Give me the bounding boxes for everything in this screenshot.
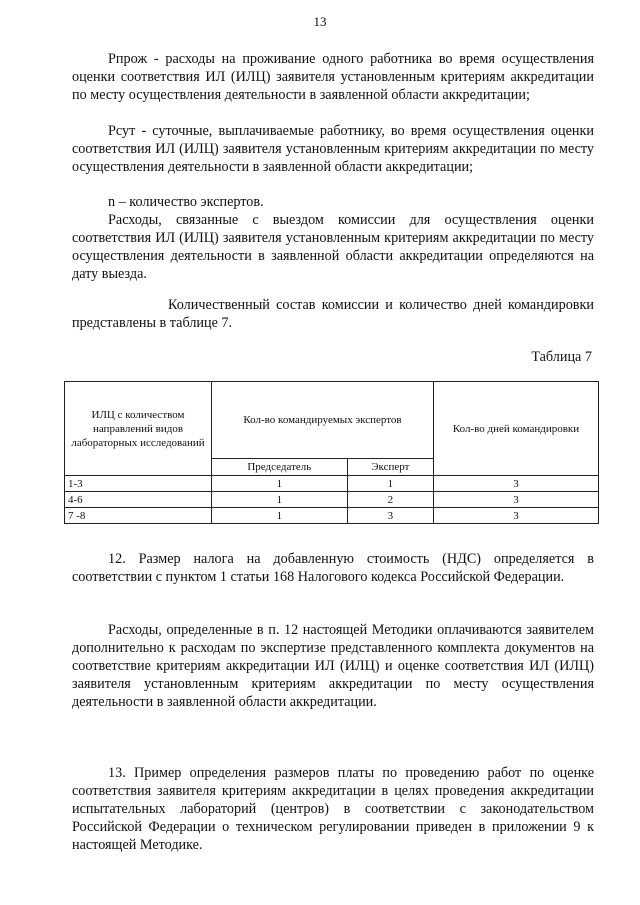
table-cell-days: 3 [434, 508, 599, 524]
paragraph-commission-expenses: Расходы, связанные с выездом комиссии для осуществления оценки соответствия ИЛ (ИЛЦ) заявителя установленным критериям аккредитации по месту осуществления деятельности в заявленной области аккредитации определяются на дату выезда. [72, 212, 594, 282]
paragraph-item-12: 12. Размер налога на добавленную стоимость (НДС) определяется в соответствии с пунктом 1 статьи 168 Налогового кодекса Российской Федерации. [72, 551, 594, 585]
table-cell-days: 3 [434, 476, 599, 492]
table-header-experts: Кол-во командируемых экспертов [212, 382, 434, 459]
paragraph-n-experts: n – количество экспертов. [108, 194, 264, 210]
table-row [65, 476, 599, 492]
table-row [65, 508, 599, 524]
table-cell-range: 7 -8 [65, 508, 212, 524]
table-subheader-chair: Председатель [212, 459, 348, 476]
paragraph-rproj: Рпрож - расходы на проживание одного работника во время осуществления оценки соответствия ИЛ (ИЛЦ) заявителя установленным критериям аккредитации по месту осуществления деятельности в заявленной области аккредитации; [72, 51, 594, 103]
table-header-days: Кол-во дней командировки [434, 382, 599, 476]
table-cell-range: 1-3 [65, 476, 212, 492]
commission-table [64, 381, 599, 524]
table-cell-expert: 1 [347, 476, 433, 492]
table-cell-range: 4-6 [65, 492, 212, 508]
table-cell-expert: 3 [347, 508, 433, 524]
page-number: 13 [313, 14, 327, 29]
table-caption: Таблица 7 [531, 349, 592, 365]
paragraph-item-13: 13. Пример определения размеров платы по проведению работ по оценке соответствия заявителя критериям аккредитации в целях проведения аккредитации испытательных лабораторий (центров) в соответствии с законодательством Российской Федерации о техническом регулировании приведен в приложении 9 к настоящей Методике. [72, 765, 594, 853]
paragraph-table-reference: Количественный состав комиссии и количество дней командировки представлены в таблице 7. [72, 297, 594, 331]
table-row [65, 492, 599, 508]
table-cell-days: 3 [434, 492, 599, 508]
table-cell-expert: 2 [347, 492, 433, 508]
paragraph-rsut: Рсут - суточные, выплачиваемые работнику, во время осуществления оценки соответствия ИЛ (ИЛЦ) заявителя установленным критериям аккредитации по месту осуществления деятельности в заявленной области аккредитации; [72, 123, 594, 175]
paragraph-additional-expenses: Расходы, определенные в п. 12 настоящей Методики оплачиваются заявителем дополнительно к расходам по экспертизе представленного комплекта документов на соответствие критериям аккредитации ИЛ (ИЛЦ) и оценке соответствия ИЛ (ИЛЦ) заявителя установленным критериям аккредитации по месту осуществления деятельности в заявленной области аккредитации. [72, 622, 594, 710]
table-subheader-expert: Эксперт [347, 459, 433, 476]
table-cell-chair: 1 [212, 492, 348, 508]
table-header-ilc: ИЛЦ с количеством направлений видов лабораторных исследований [65, 382, 212, 476]
table-cell-chair: 1 [212, 508, 348, 524]
table-cell-chair: 1 [212, 476, 348, 492]
